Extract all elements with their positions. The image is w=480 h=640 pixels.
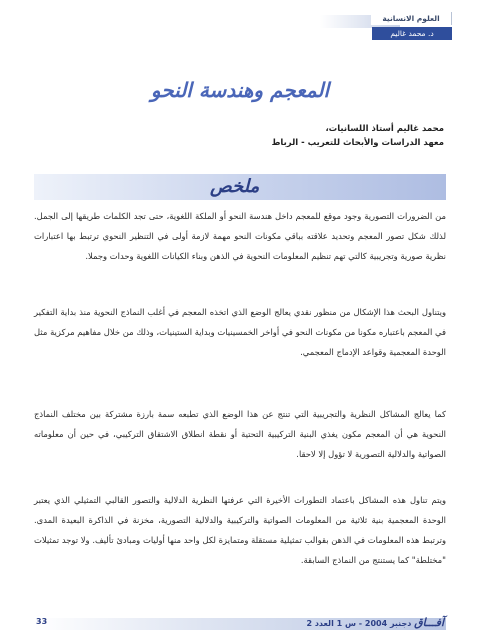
author-name: محمد غاليم أستاذ اللسانيات، (325, 124, 444, 134)
section-header-tab (372, 12, 452, 42)
section-label: العلوم الانسانية (371, 12, 452, 25)
abstract-paragraph-2: ويتناول البحث هذا الإشكال من منظور نقدي يعالج الوضع الذي اتخذه المعجم في أغلب النماذج النحوية منذ بداية التفكير في المعجم باعتباره مكونا من مكونات النحو في أواخر الخمسينيات وبداية الستينيات، وذلك من خلال مفاهيم مركزية مثل الوحدة المعجمية وقواعد الإدماج المعجمي. (34, 307, 446, 357)
journal-footer (306, 616, 444, 629)
abstract-paragraph-3: كما يعالج المشاكل النظرية والتجريبية التي تنتج عن هذا الوضع الذي تطبعه سمة بارزة مشتركة بين مختلف النماذج النحوية هي أن المعجم مكون يغذي البنية التركيبية التحتية أو نقطة انطلاق الاشتقاق التركيبي، في حين أن معلوماته الصواتية والدلالية التصورية لا تؤول إلا لاحقا. (34, 409, 446, 459)
abstract-heading: ملخص (210, 176, 260, 197)
author-block (44, 122, 444, 150)
abstract-paragraph-4: ويتم تناول هذه المشاكل باعتماد التطورات الأخيرة التي عرفتها النظرية الدلالية والتصور القالبي التمثيلي الذي يعتبر الوحدة المعجمية بنية ثلاثية من المعلومات الصواتية والتركيبية والدلالية التصورية، مخزنة في الذاكرة البعيدة المدى. وترتبط هذه المعلومات في الذهن بقوالب تمثيلية مستقلة ومتمايزة لكل واحد منها أوليات ومبادئ تأليف. ولا توجد تمثيلات "مختلطة" كما يستنتج من النماذج السابقة. (34, 495, 446, 565)
journal-issue: دجنبر 2004 - س 1 العدد 2 (306, 619, 412, 628)
abstract-paragraph-1: من الضرورات التصورية وجود موقع للمعجم داخل هندسة النحو أو الملكة اللغوية، حتى تجد الكلمات طريقها إلى الجمل. لذلك شكل تصور المعجم وتحديد علاقته بباقي مكونات النحو مهمة لازمة أولى في التنظير النحوي ترتبط بها اعتبارات نظرية صورية وتجريبية كالتي تهم تنظيم المعلومات النحوية في الذهن وبناء الكيانات اللغوية وحدات وجملا. (34, 211, 446, 261)
page-number: 33 (36, 617, 48, 626)
article-title: المعجم وهندسة النحو (150, 78, 330, 102)
author-tab: د. محمد غاليم (372, 27, 452, 40)
author-affiliation: معهد الدراسات والأبحاث للتعريب - الرباط (271, 138, 444, 148)
journal-brand: آفـــاق (414, 616, 444, 629)
